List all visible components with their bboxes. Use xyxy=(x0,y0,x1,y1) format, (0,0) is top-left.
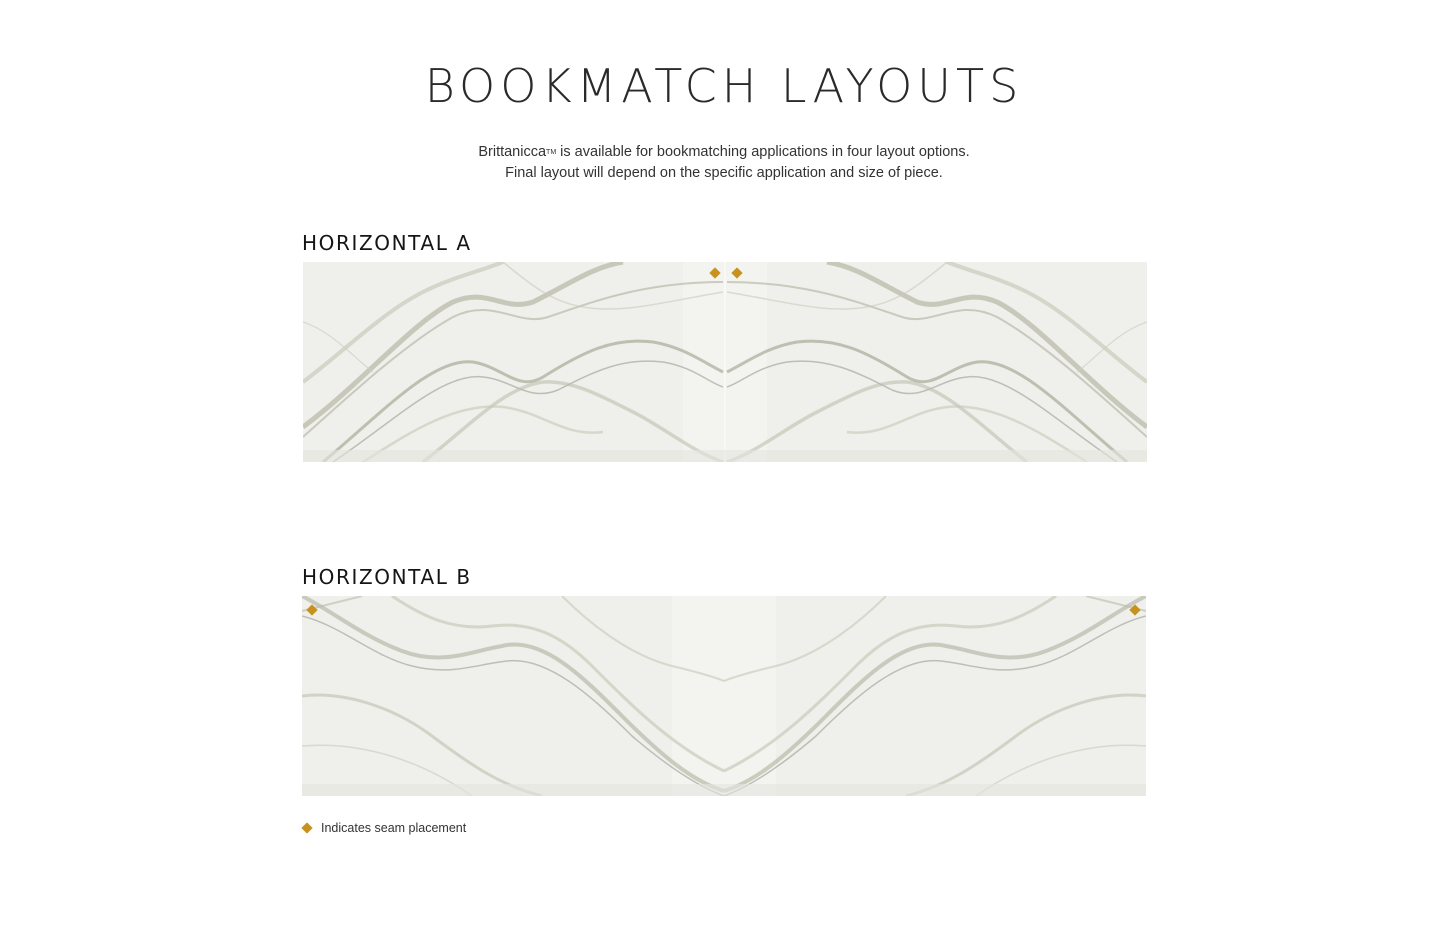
intro-text xyxy=(0,142,1448,183)
intro-line-1 xyxy=(0,142,1448,163)
layout-heading-horizontal-a: HORIZONTAL A xyxy=(302,231,472,255)
slab-image-horizontal-b xyxy=(302,596,1146,796)
page-title: BOOKMATCH LAYOUTS xyxy=(424,59,1024,113)
marble-vein-pattern xyxy=(302,596,1146,796)
legend-label: Indicates seam placement xyxy=(321,821,467,835)
intro-line-2: Final layout will depend on the specific application and size of piece. xyxy=(505,165,943,181)
slab-image-horizontal-a xyxy=(303,262,1147,462)
intro-line-1-text: is available for bookmatching applications in four layout options. xyxy=(556,144,970,160)
layout-heading-horizontal-b: HORIZONTAL B xyxy=(302,565,472,589)
trademark-symbol: TM xyxy=(546,149,557,156)
brand-name: Brittanicca xyxy=(478,144,547,160)
diamond-icon xyxy=(301,822,312,833)
marble-vein-pattern xyxy=(303,262,1147,462)
legend xyxy=(302,820,466,836)
